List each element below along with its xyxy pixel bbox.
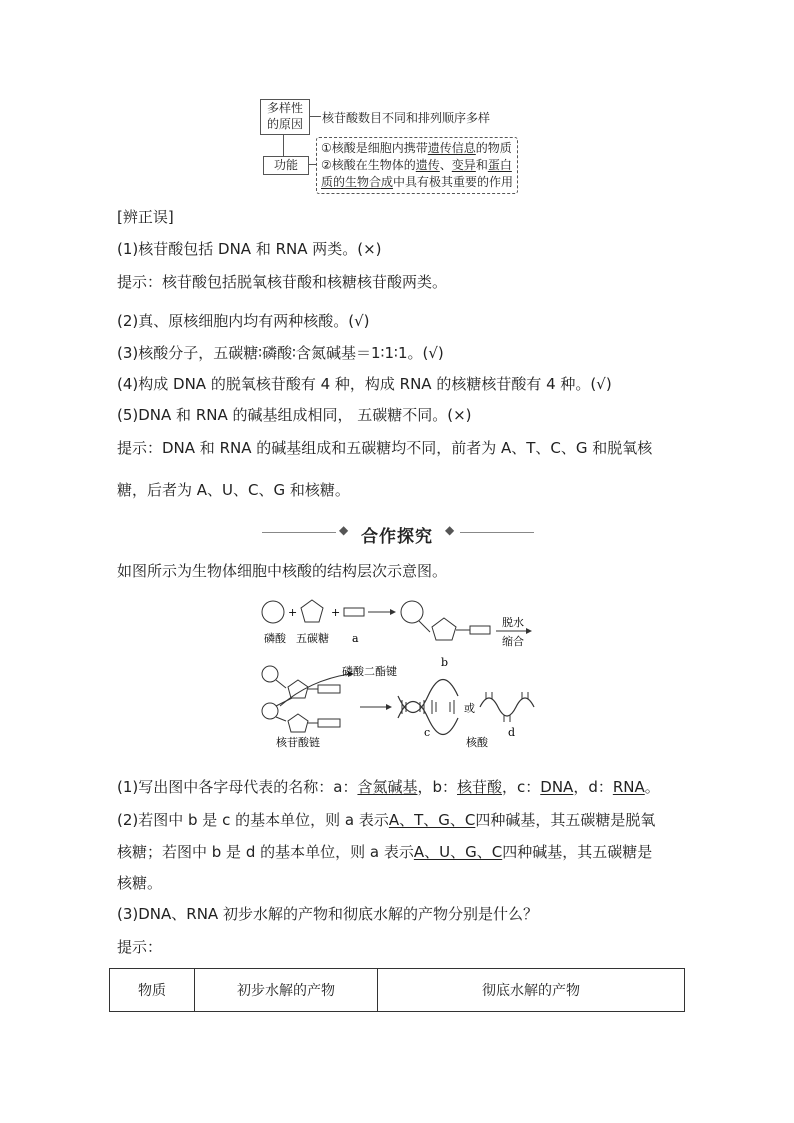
chain-base-2 bbox=[318, 719, 340, 727]
nucleotide-base bbox=[470, 626, 490, 634]
question-3: (3)DNA、RNA 初步水解的产物和彻底水解的产物分别是什么？ bbox=[117, 905, 538, 923]
q1-prefix: (1)写出图中各字母代表的名称：a： bbox=[117, 778, 358, 796]
statement-2: (2)真、原核细胞内均有两种核酸。(√) bbox=[117, 312, 370, 330]
function-line-2 bbox=[321, 157, 513, 174]
statement-3: (3)核酸分子，五碳糖∶磷酸∶含氮碱基＝1∶1∶1。(√) bbox=[117, 344, 444, 362]
hint-1: 提示：核苷酸包括脱氧核苷酸和核糖核苷酸两类。 bbox=[117, 273, 448, 291]
function-l2e: 和 bbox=[475, 158, 488, 172]
rna-strand bbox=[480, 698, 534, 716]
nucleotide-pentose bbox=[432, 618, 456, 640]
label-a: a bbox=[352, 632, 359, 645]
chain-phosphate-2 bbox=[262, 703, 278, 719]
label-dehydrate-2: 缩合 bbox=[502, 635, 524, 648]
function-l2d: 变异 bbox=[451, 158, 476, 172]
diamond-left-icon: ◆ bbox=[339, 523, 349, 537]
q2-l1-prefix: (2)若图中 b 是 c 的基本单位，则 a 表示 bbox=[117, 811, 389, 829]
plus-1: + bbox=[288, 606, 298, 619]
function-l2a: ②核酸在生物体的 bbox=[321, 158, 416, 172]
function-l3b: 中具有极其重要的作用 bbox=[393, 175, 514, 189]
function-l2f: 蛋白 bbox=[487, 158, 512, 172]
statement-4: (4)构成 DNA 的脱氧核苷酸有 4 种，构成 RNA 的核糖核苷酸有 4 种。(√) bbox=[117, 375, 612, 393]
diversity-box bbox=[260, 99, 310, 135]
q2-l2-prefix: 核糖；若图中 b 是 d 的基本单位，则 a 表示 bbox=[117, 843, 414, 861]
nucleotide-phosphate bbox=[401, 601, 423, 623]
q1-sep-c: ，c： bbox=[502, 778, 541, 796]
q2-l1-suffix: 四种碱基，其五碳糖是脱氧 bbox=[475, 811, 656, 829]
label-c: c bbox=[424, 726, 431, 739]
diversity-text: 核苷酸数目不同和排列顺序多样 bbox=[322, 111, 491, 125]
chain-pentose-2 bbox=[288, 714, 308, 732]
q1-sep-d: ，d： bbox=[573, 778, 613, 796]
hydrolysis-table bbox=[109, 968, 685, 1012]
diversity-connector bbox=[309, 116, 321, 117]
question-1 bbox=[117, 777, 660, 797]
q1-answer-a: 含氮碱基 bbox=[357, 778, 418, 796]
nucleic-acid-diagram bbox=[250, 590, 550, 750]
q1-end: 。 bbox=[644, 778, 660, 796]
table-header-initial: 初步水解的产物 bbox=[195, 969, 378, 1012]
function-l1c: 的物质 bbox=[475, 141, 512, 155]
section-title: 合作探究 bbox=[361, 527, 433, 547]
table-header-substance: 物质 bbox=[110, 969, 195, 1012]
statement-1: (1)核苷酸包括 DNA 和 RNA 两类。(×) bbox=[117, 240, 382, 258]
correct-errors-heading: [辨正误] bbox=[117, 208, 174, 226]
label-nucleic-acid: 核酸 bbox=[466, 736, 488, 749]
table-header-complete: 彻底水解的产物 bbox=[378, 969, 685, 1012]
hint-5-line1: 提示：DNA 和 RNA 的碱基组成和五碳糖均不同，前者为 A、T、C、G 和脱氧核 bbox=[117, 439, 653, 457]
function-connector bbox=[308, 164, 316, 165]
diversity-box-line2: 的原因 bbox=[266, 117, 303, 131]
intro-text: 如图所示为生物体细胞中核酸的结构层次示意图。 bbox=[117, 562, 448, 580]
question-2-line3: 核糖。 bbox=[117, 874, 163, 892]
statement-5: (5)DNA 和 RNA 的碱基组成相同， 五碳糖不同。(×) bbox=[117, 406, 472, 424]
q2-l1-answer: A、T、G、C bbox=[388, 811, 476, 829]
question-2-line2 bbox=[117, 842, 652, 862]
q1-sep-b: ，b： bbox=[417, 778, 457, 796]
function-l2c: 、 bbox=[439, 158, 452, 172]
base-rect bbox=[344, 608, 364, 616]
question-3-hint: 提示： bbox=[117, 938, 163, 956]
label-phosphodiester: 磷酸二酯键 bbox=[342, 665, 397, 678]
function-l1a: ①核酸是细胞内携带 bbox=[321, 141, 428, 155]
function-line-1 bbox=[321, 140, 513, 157]
table-header-row bbox=[110, 969, 685, 1012]
question-2-line1 bbox=[117, 810, 655, 830]
phosphate-circle bbox=[262, 601, 284, 623]
function-l1b: 遗传信息 bbox=[427, 141, 476, 155]
chain-base-1 bbox=[318, 685, 340, 693]
function-l3a: 质的生物合成 bbox=[321, 175, 394, 189]
chain-phosphate-1 bbox=[262, 666, 278, 682]
diamond-right-icon: ◆ bbox=[445, 523, 455, 537]
function-text bbox=[316, 137, 518, 194]
label-phosphate: 磷酸 bbox=[264, 632, 286, 645]
vertical-connector bbox=[283, 134, 284, 156]
function-line-3 bbox=[321, 174, 513, 191]
plus-2: + bbox=[331, 606, 341, 619]
label-nucleotide-chain: 核苷酸链 bbox=[276, 736, 320, 749]
q1-answer-b: 核苷酸 bbox=[457, 778, 503, 796]
q2-l2-answer: A、U、G、C bbox=[413, 843, 503, 861]
function-box: 功能 bbox=[263, 156, 309, 175]
pentose-pentagon bbox=[301, 600, 323, 622]
label-pentose: 五碳糖 bbox=[296, 632, 329, 645]
q1-answer-c: DNA bbox=[540, 778, 574, 796]
label-dehydrate-1: 脱水 bbox=[502, 616, 524, 629]
hint-5-line2: 糖，后者为 A、U、C、G 和核糖。 bbox=[117, 481, 350, 499]
label-or: 或 bbox=[464, 702, 475, 715]
function-l2b: 遗传 bbox=[415, 158, 440, 172]
q1-answer-d: RNA bbox=[612, 778, 645, 796]
section-rule-right bbox=[460, 532, 534, 533]
label-b: b bbox=[441, 656, 449, 669]
label-d: d bbox=[508, 726, 516, 739]
diversity-box-line1: 多样性 bbox=[266, 101, 303, 115]
q2-l2-suffix: 四种碱基，其五碳糖是 bbox=[502, 843, 653, 861]
